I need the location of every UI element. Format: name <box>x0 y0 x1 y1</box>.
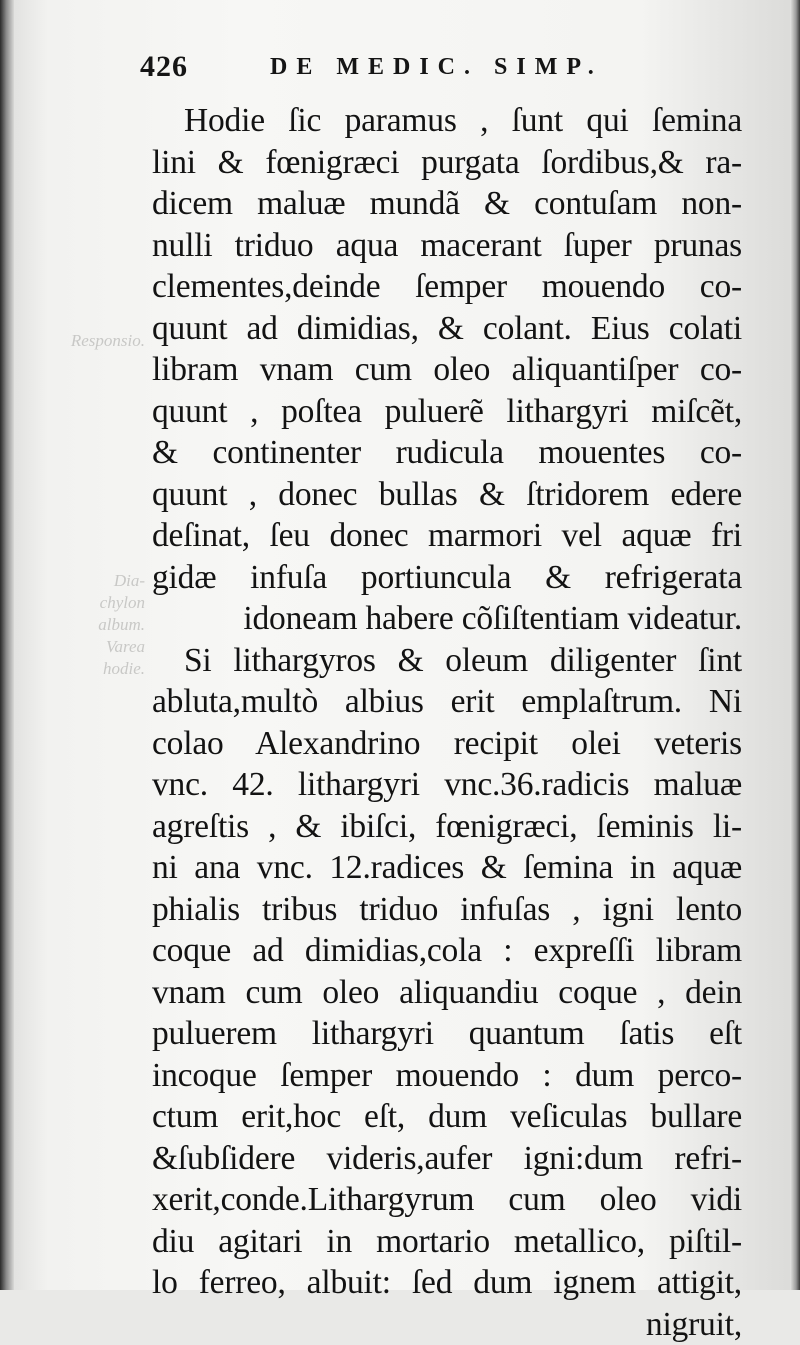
page-left-edge-shadow <box>0 0 14 1290</box>
text-line: idoneam habere cõſiſtentiam videatur. <box>152 598 742 640</box>
text-line: abluta,multò albius erit emplaſtrum. Ni <box>152 681 742 723</box>
text-line: coque ad dimidias,cola : expreſſi libram <box>152 930 742 972</box>
margin-note-line: Dia- <box>40 570 145 592</box>
body-text <box>152 100 742 1345</box>
page-right-edge-shadow <box>790 0 800 1290</box>
page-number: 426 <box>140 50 188 84</box>
running-title: DE MEDIC. SIMP. <box>270 54 603 81</box>
text-line: ctum erit,hoc eſt, dum veſiculas bullare <box>152 1096 742 1138</box>
text-line: quunt , poſtea puluerẽ lithargyri miſcẽt, <box>152 391 742 433</box>
text-line: colao Alexandrino recipit olei veteris <box>152 723 742 765</box>
text-line: lini & fœnigræci purgata ſordibus,& ra- <box>152 142 742 184</box>
text-line: vnc. 42. lithargyri vnc.36.radicis maluæ <box>152 764 742 806</box>
text-line: diu agitari in mortario metallico, piſtil- <box>152 1221 742 1263</box>
margin-note-line: Varea <box>40 636 145 658</box>
text-line: dicem maluæ mundã & contuſam non- <box>152 183 742 225</box>
text-line: incoque ſemper mouendo : dum perco- <box>152 1055 742 1097</box>
text-line: agreſtis , & ibiſci, fœnigræci, ſeminis li- <box>152 806 742 848</box>
catchword-line: nigruit, <box>152 1304 742 1345</box>
margin-note <box>40 330 145 352</box>
margin-note-line: Responsio. <box>40 330 145 352</box>
text-line: &ſubſidere videris,aufer igni:dum refri- <box>152 1138 742 1180</box>
text-line: gidæ infuſa portiuncula & refrigerata <box>152 557 742 599</box>
text-line: puluerem lithargyri quantum ſatis eſt <box>152 1013 742 1055</box>
text-line: libram vnam cum oleo aliquantiſper co- <box>152 349 742 391</box>
text-line: lo ferreo, albuit: ſed dum ignem attigit, <box>152 1262 742 1304</box>
text-line: deſinat, ſeu donec marmori vel aquæ fri <box>152 515 742 557</box>
margin-note <box>40 570 145 680</box>
margin-note-line: chylon <box>40 592 145 614</box>
text-line: Si lithargyros & oleum diligenter ſint <box>152 640 742 682</box>
text-line: vnam cum oleo aliquandiu coque , dein <box>152 972 742 1014</box>
text-line: xerit,conde.Lithargyrum cum oleo vidi <box>152 1179 742 1221</box>
running-head <box>140 50 740 90</box>
text-line: Hodie ſic paramus , ſunt qui ſemina <box>152 100 742 142</box>
text-line: nulli triduo aqua macerant ſuper prunas <box>152 225 742 267</box>
margin-note-line: album. <box>40 614 145 636</box>
text-line: quunt , donec bullas & ſtridorem edere <box>152 474 742 516</box>
margin-note-line: hodie. <box>40 658 145 680</box>
text-line: clementes,deinde ſemper mouendo co- <box>152 266 742 308</box>
text-line: & continenter rudicula mouentes co- <box>152 432 742 474</box>
text-line: ni ana vnc. 12.radices & ſemina in aquæ <box>152 847 742 889</box>
text-line: quunt ad dimidias, & colant. Eius colati <box>152 308 742 350</box>
text-line: phialis tribus triduo infuſas , igni lento <box>152 889 742 931</box>
